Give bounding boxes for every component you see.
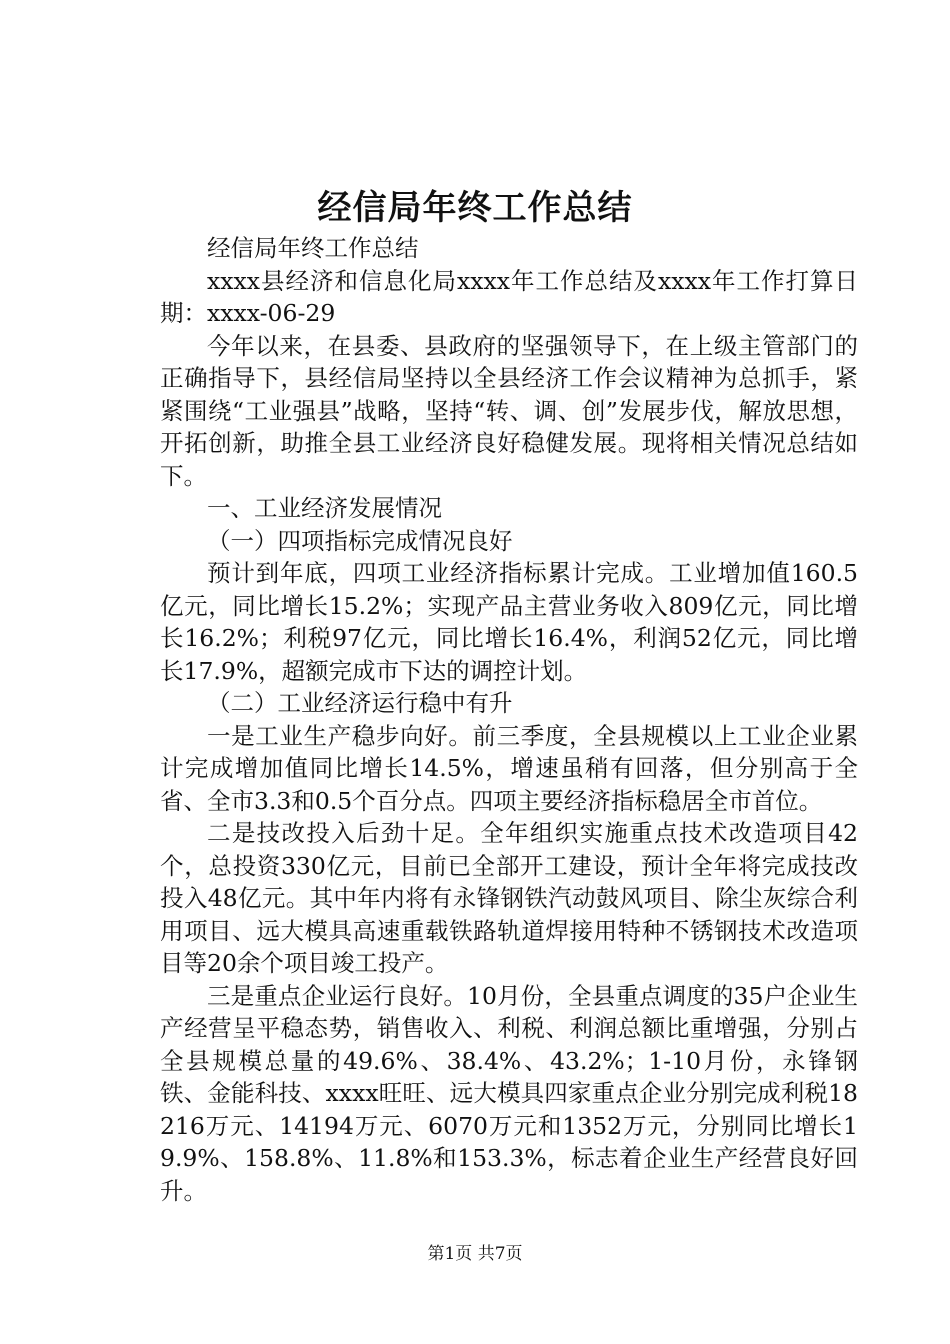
subsection-heading-2: （二）工业经济运行稳中有升 xyxy=(207,689,513,717)
section-heading-1: 一、工业经济发展情况 xyxy=(207,494,442,522)
paragraph-indicators: 预计到年底，四项工业经济指标累计完成。工业增加值160.5亿元，同比增长15.2%；实现产品主营业务收入809亿元，同比增长16.2%；利税97亿元，同比增长16.4%，利润52亿元，同比增长17.9%，超额完成市下达的调控计划。 xyxy=(160,559,858,685)
paragraph-report-heading: xxxx县经济和信息化局xxxx年工作总结及xxxx年工作打算日期：xxxx-06-29 xyxy=(160,266,858,327)
document-title: 经信局年终工作总结 xyxy=(317,188,633,228)
paragraph-intro: 今年以来，在县委、县政府的坚强领导下，在上级主管部门的正确指导下，县经信局坚持以全县经济工作会议精神为总抓手，紧紧围绕“工业强县”战略，坚持“转、调、创”发展步伐，解放思想，开拓创新，助推全县工业经济良好稳健发展。现将相关情况总结如下。 xyxy=(160,331,858,490)
paragraph-subtitle: 经信局年终工作总结 xyxy=(207,234,419,262)
paragraph-investment: 二是技改投入后劲十足。全年组织实施重点技术改造项目42个，总投资330亿元，目前已全部开工建设，预计全年将完成技改投入48亿元。其中年内将有永锋钢铁汽动鼓风项目、除尘灰综合利用项目、远大模具高速重载铁路轨道焊接用特种不锈钢技术改造项目等20余个项目竣工投产。 xyxy=(160,819,858,977)
document-body xyxy=(160,232,858,1207)
paragraph-production: 一是工业生产稳步向好。前三季度，全县规模以上工业企业累计完成增加值同比增长14.5%，增速虽稍有回落，但分别高于全省、全市3.3和0.5个百分点。四项主要经济指标稳居全市首位。 xyxy=(160,721,858,815)
paragraph-key-enterprises: 三是重点企业运行良好。10月份，全县重点调度的35户企业生产经营呈平稳态势，销售收入、利税、利润总额比重增强，分别占全县规模总量的49.6%、38.4%、43.2%；1-10月份，永锋钢铁、金能科技、xxxx旺旺、远大模具四家重点企业分别完成利税18216万元、14194万元、6070万元和1352万元，分别同比增长19.9%、158.8%、11.8%和153.3%，标志着企业生产经营良好回升。 xyxy=(160,981,858,1205)
subsection-heading-1: （一）四项指标完成情况良好 xyxy=(207,526,513,555)
page-footer: 第1页 共7页 xyxy=(427,1244,523,1264)
